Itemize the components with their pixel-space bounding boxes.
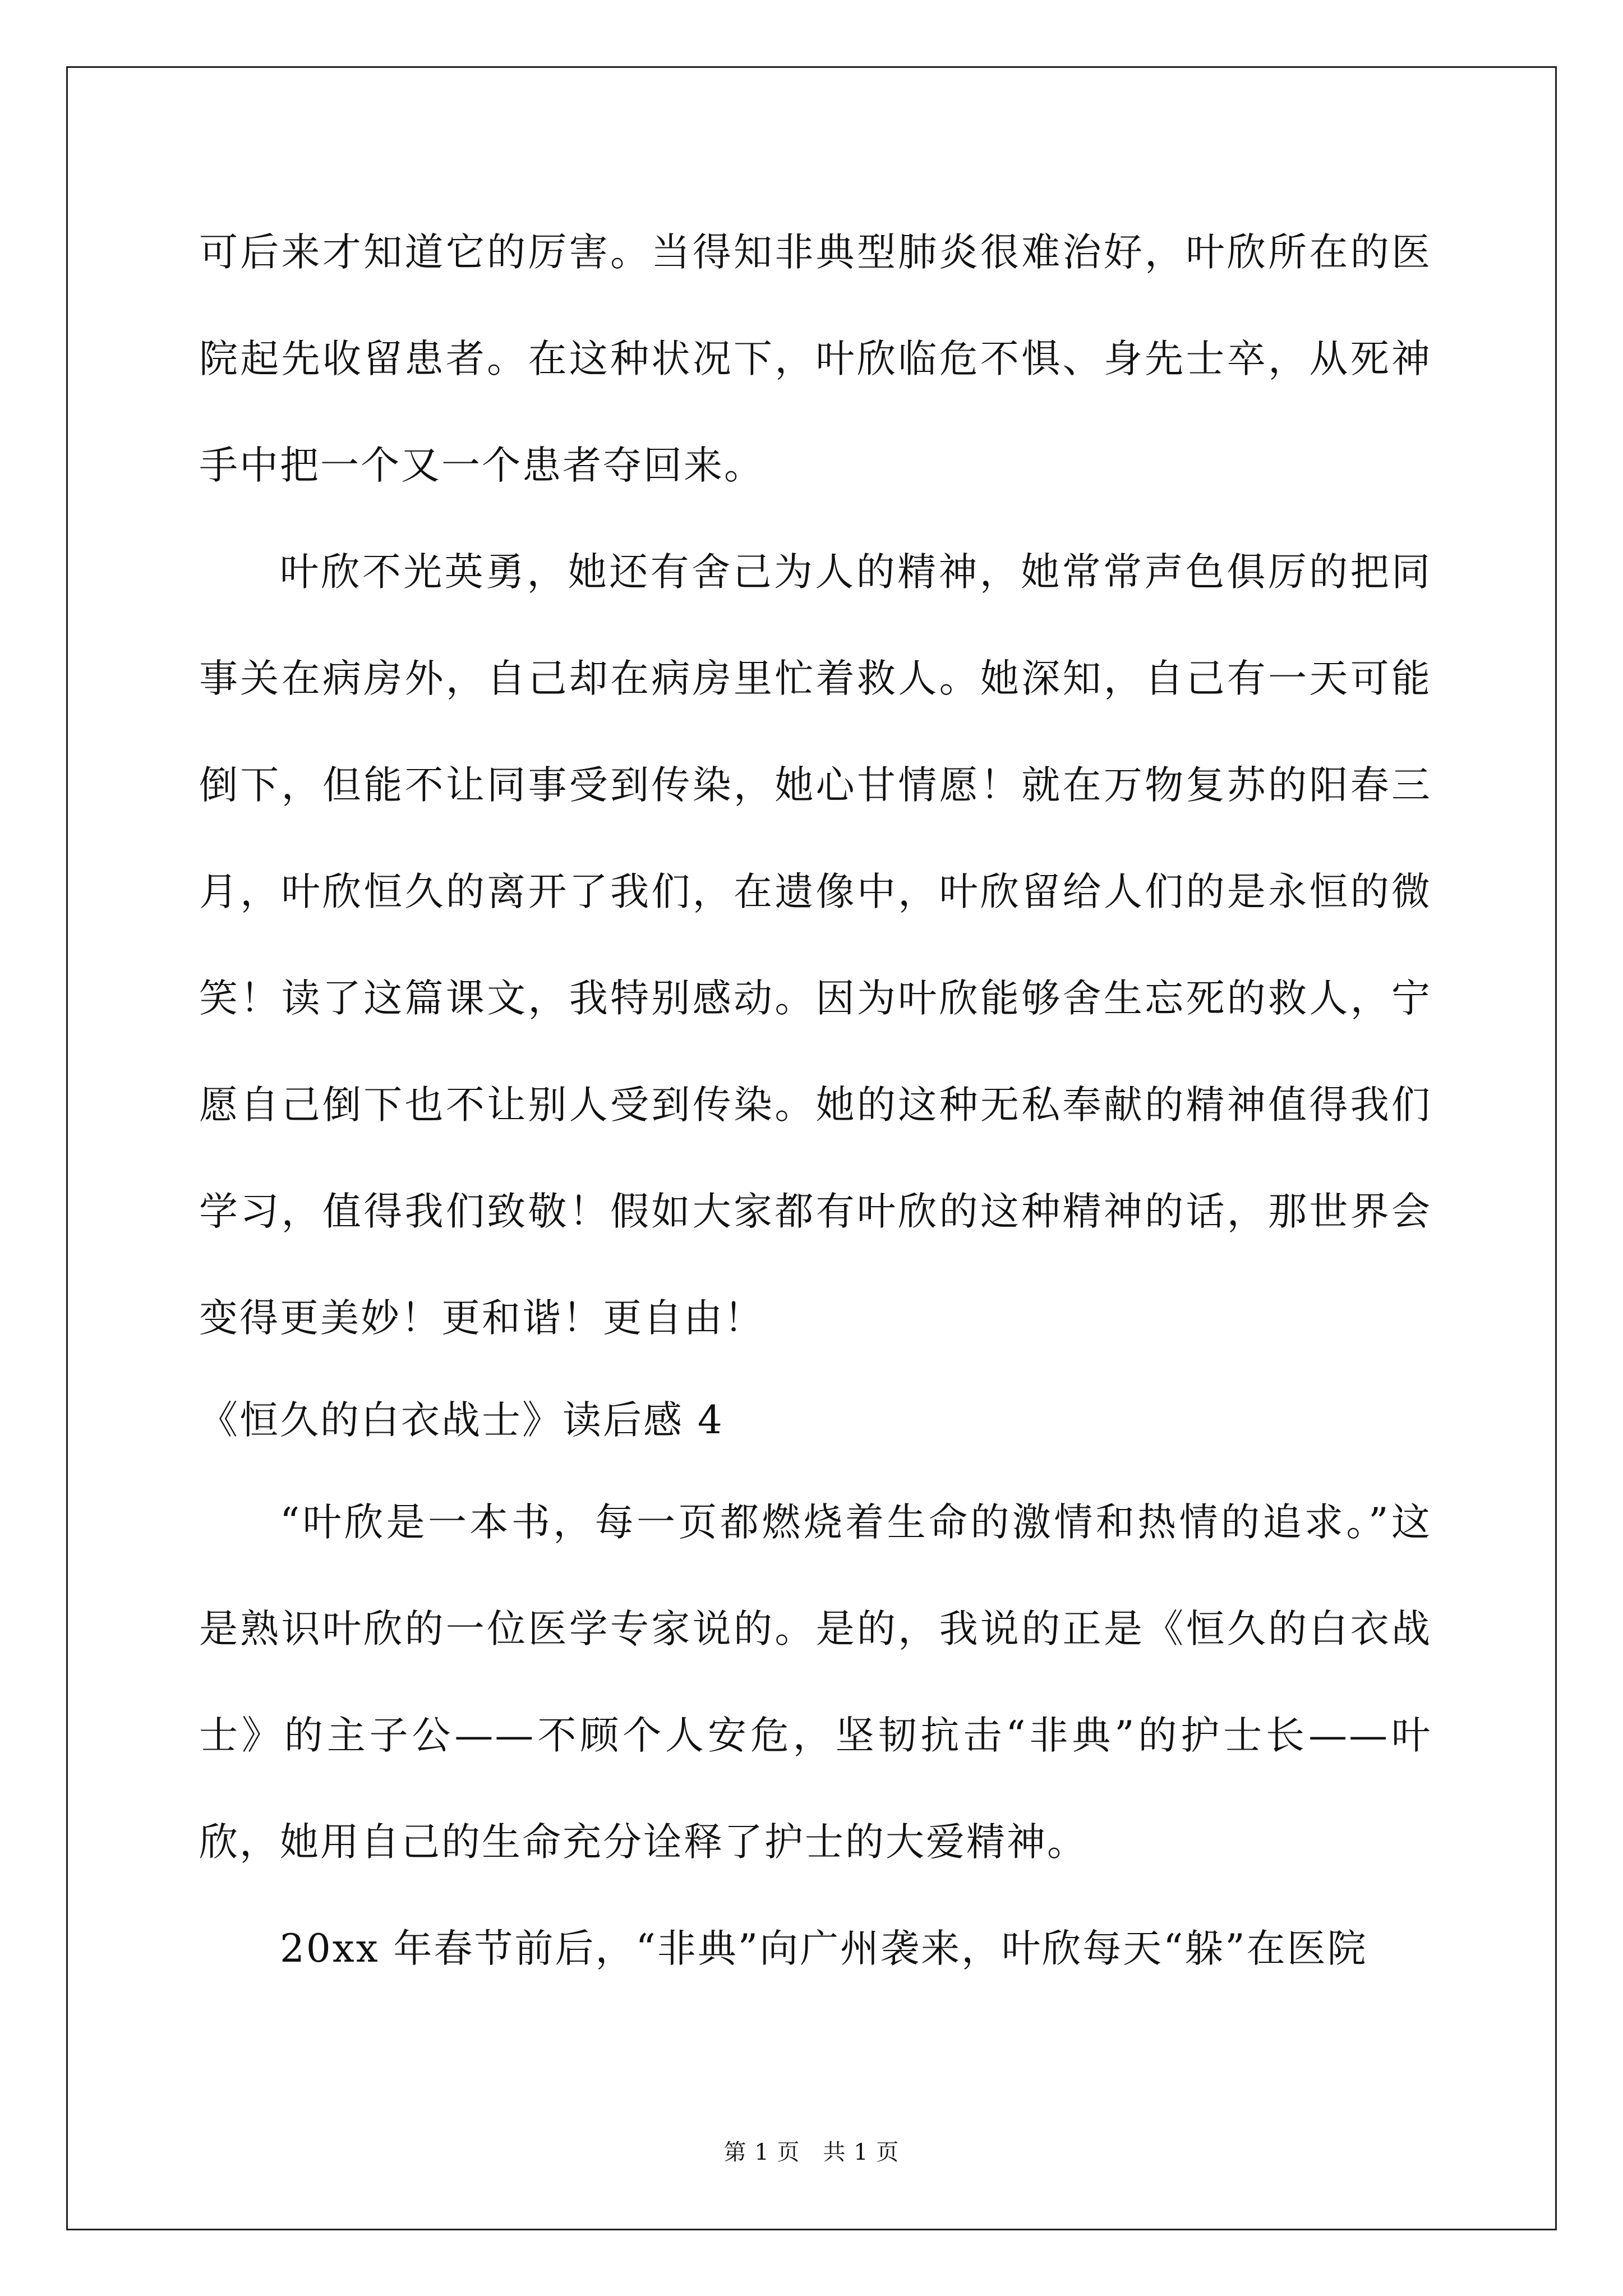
document-body — [199, 199, 1432, 2002]
section-heading: 《恒久的白衣战士》读后感 4 — [199, 1398, 724, 1443]
paragraph-spring-festival: 20xx 年春节前后，“非典”向广州袭来，叶欣每天“躲”在医院 — [280, 1926, 1368, 1971]
page-footer: 第 1 页 共 1 页 — [723, 2139, 900, 2165]
paragraph-continuation: 可后来才知道它的厉害。当得知非典型肺炎很难治好，叶欣所在的医院起先收留患者。在这种状况下，叶欣临危不惧、身先士卒，从死神手中把一个又一个患者夺回来。 — [199, 230, 1432, 488]
paragraph-yexin-courage: 叶欣不光英勇，她还有舍己为人的精神，她常常声色俱厉的把同事关在病房外，自己却在病房里忙着救人。她深知，自己有一天可能倒下，但能不让同事受到传染，她心甘情愿！就在万物复苏的阳春三月，叶欣恒久的离开了我们，在遗像中，叶欣留给人们的是永恒的微笑！读了这篇课文，我特别感动。因为叶欣能够舍生忘死的救人，宁愿自己倒下也不让别人受到传染。她的这种无私奉献的精神值得我们学习，值得我们致敬！假如大家都有叶欣的这种精神的话，那世界会变得更美妙！更和谐！更自由！ — [199, 550, 1432, 1341]
paragraph-quote: “叶欣是一本书，每一页都燃烧着生命的激情和热情的追求。”这是熟识叶欣的一位医学专家说的。是的，我说的正是《恒久的白衣战士》的主子公——不顾个人安危，坚韧抗击“非典”的护士长——叶欣，她用自己的生命充分诠释了护士的大爱精神。 — [199, 1500, 1432, 1865]
